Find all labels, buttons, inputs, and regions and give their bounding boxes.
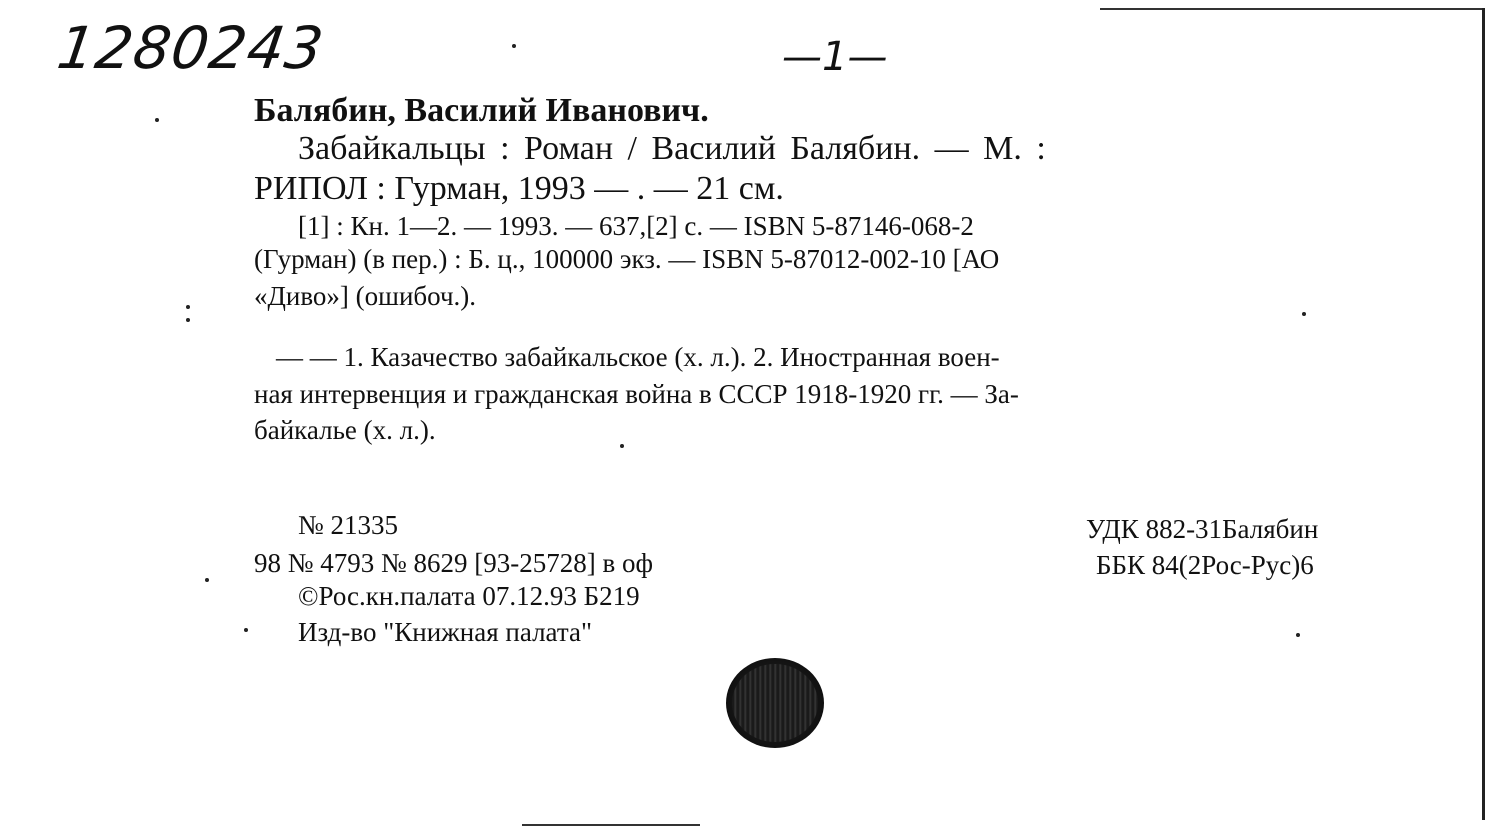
- scan-speck: [620, 444, 624, 448]
- subject-line-2: ная интервенция и гражданская война в СССР 1918-1920 гг. — За-: [254, 379, 1019, 409]
- publisher-line: Изд-во "Книжная палата": [298, 617, 592, 647]
- subject-line-1: — — 1. Казачество забайкальское (х. л.). 2. Иностранная воен-: [276, 342, 1000, 372]
- handwritten-inventory-number: 1280243: [53, 14, 329, 82]
- scan-speck: [186, 305, 190, 309]
- order-numbers: 98 № 4793 № 8629 [93-25728] в оф: [254, 548, 653, 578]
- card-bottom-line: [522, 824, 700, 826]
- description-line-2: (Гурман) (в пер.) : Б. ц., 100000 экз. — ISBN 5-87012-002-10 [АО: [254, 244, 1000, 274]
- copyright-line: ©Рос.кн.палата 07.12.93 Б219: [298, 581, 640, 611]
- title-line-1: Забайкальцы : Роман / Василий Балябин. — М. :: [298, 130, 1046, 167]
- bbk-code: ББК 84(2Рос-Рус)6: [1096, 550, 1314, 580]
- title-line-2: РИПОЛ : Гурман, 1993 — . — 21 см.: [254, 170, 784, 207]
- punch-hole: [726, 658, 824, 748]
- scan-speck: [1302, 312, 1306, 316]
- scan-speck: [512, 44, 516, 48]
- subject-line-3: байкалье (х. л.).: [254, 415, 436, 445]
- scan-speck: [186, 318, 190, 322]
- page-mark: —1—: [782, 34, 888, 80]
- scan-speck: [244, 628, 248, 632]
- card-right-border: [1482, 8, 1485, 820]
- registration-number: № 21335: [298, 510, 399, 540]
- description-line-3: «Диво»] (ошибоч.).: [254, 281, 477, 311]
- scan-speck: [1296, 633, 1300, 637]
- card-top-border: [1100, 8, 1485, 10]
- author-heading: Балябин, Василий Иванович.: [254, 92, 709, 129]
- scan-speck: [155, 118, 159, 122]
- scan-speck: [205, 578, 209, 582]
- description-line-1: [1] : Кн. 1—2. — 1993. — 637,[2] с. — ISBN 5-87146-068-2: [298, 211, 974, 241]
- udc-code: УДК 882-31Балябин: [1086, 514, 1319, 544]
